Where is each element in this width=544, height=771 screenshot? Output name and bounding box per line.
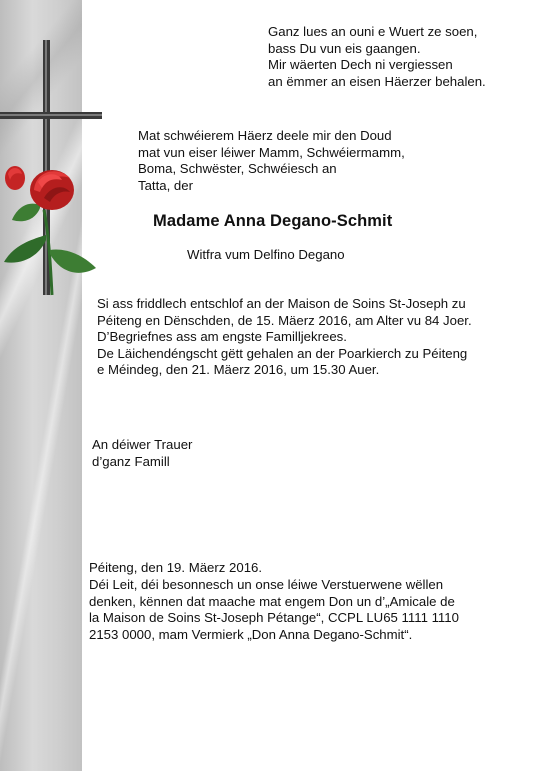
- announcement-text: Si ass friddlech entschlof an der Maison de Soins St-Joseph zu Péiteng en Dënschden, de 15. Mäerz 2016, am Alter vu 84 Joer. D’Begriefnes ass am engste Familljekrees. De Läichendéngscht gëtt gehalen an der Poarkierch zu Péiteng e Méindeg, den 21. Mäerz 2016, um 15.30 Auer.: [97, 296, 472, 377]
- intro-text: Mat schwéierem Häerz deele mir den Doud mat vun eiser léiwer Mamm, Schwéiermamm, Boma, Schwëster, Schwéiesch an Tatta, der: [138, 128, 405, 193]
- mourning-signature: An déiwer Trauer d’ganz Famill: [92, 437, 193, 469]
- deceased-name: Madame Anna Degano-Schmit: [153, 212, 393, 230]
- donation-text: Déi Leit, déi besonnesch un onse léiwe Verstuerwene wëllen denken, kënnen dat maache mat engem Don un d’„Amicale de la Maison de Soins St-Joseph Pétange“, CCPL LU65 1111 1110 2153 0000, mam Vermierk „Don Anna Degano-Schmit“.: [89, 577, 459, 642]
- place-date: Péiteng, den 19. Mäerz 2016.: [89, 560, 263, 575]
- poem-text: Ganz lues an ouni e Wuert ze soen, bass Du vun eis gaangen. Mir wäerten Dech ni vergiessen an ëmmer an eisen Häerzer behalen.: [268, 24, 486, 89]
- widow-of-text: Witfra vum Delfino Degano: [187, 247, 345, 262]
- cross-and-rose: [0, 40, 110, 300]
